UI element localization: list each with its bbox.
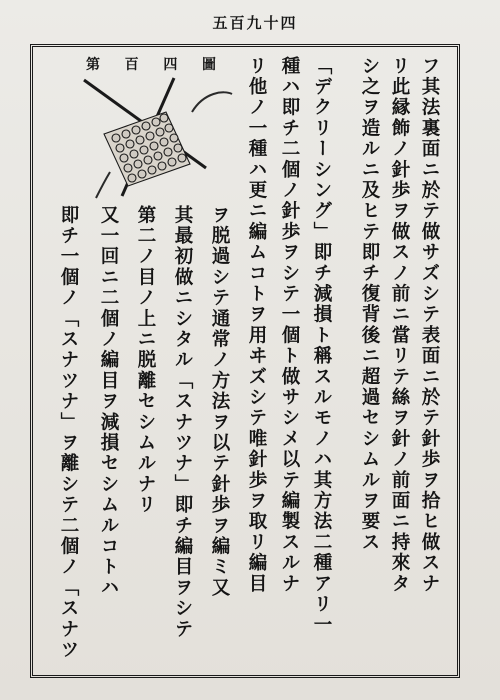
text-column: 即チ一個ノ「スナツナ」ヲ離シテ二個ノ「スナツ bbox=[58, 205, 79, 661]
text-column: 「デクリーシング」即チ減損ト稱スルモノハ其方法二種アリ一 bbox=[311, 56, 332, 636]
text-column: 種ハ即チ二個ノ針歩ヲシテ一個ト做サシメ以テ編製スルナ bbox=[279, 56, 300, 595]
figure-caption-char: 四 bbox=[163, 57, 178, 73]
text-column: リ此縁飾ノ針歩ヲ做スノ前ニ當リテ絲ヲ針ノ前面ニ持來タ bbox=[389, 56, 410, 595]
text-column: 又一回ニ二個ノ編目ヲ減損セシムルコトハ bbox=[98, 205, 119, 599]
text-column: 第二ノ目ノ上ニ脱離セシムルナリ bbox=[135, 205, 156, 516]
yarn-tail bbox=[96, 172, 110, 198]
text-column: シ之ヲ造ルニ及ヒテ即チ復背後ニ超過セシムルヲ要ス bbox=[359, 56, 380, 553]
text-column: リ他ノ一種ハ更ニ編ムコトヲ用ヰズシテ唯針歩ヲ取リ編目 bbox=[246, 56, 267, 595]
text-column: ヲ脱過シテ通常ノ方法ヲ以テ針歩ヲ編ミ又 bbox=[209, 205, 230, 599]
page-number: 五百九十四 bbox=[212, 14, 298, 32]
text-column: 其最初做ニシタル「スナツナ」即チ編目ヲシテ bbox=[172, 205, 193, 640]
figure-caption-char: 圖 bbox=[201, 57, 216, 73]
yarn-strand bbox=[192, 92, 232, 112]
text-column: フ其法裏面ニ於テ做サズシテ表面ニ於テ針歩ヲ拾ヒ做スナ bbox=[419, 56, 440, 595]
figure-caption bbox=[86, 54, 216, 74]
knitting-illustration bbox=[74, 72, 234, 202]
figure-caption-char: 第 bbox=[86, 57, 100, 73]
figure-caption-char: 百 bbox=[124, 57, 139, 73]
knitted-swatch bbox=[104, 112, 190, 186]
